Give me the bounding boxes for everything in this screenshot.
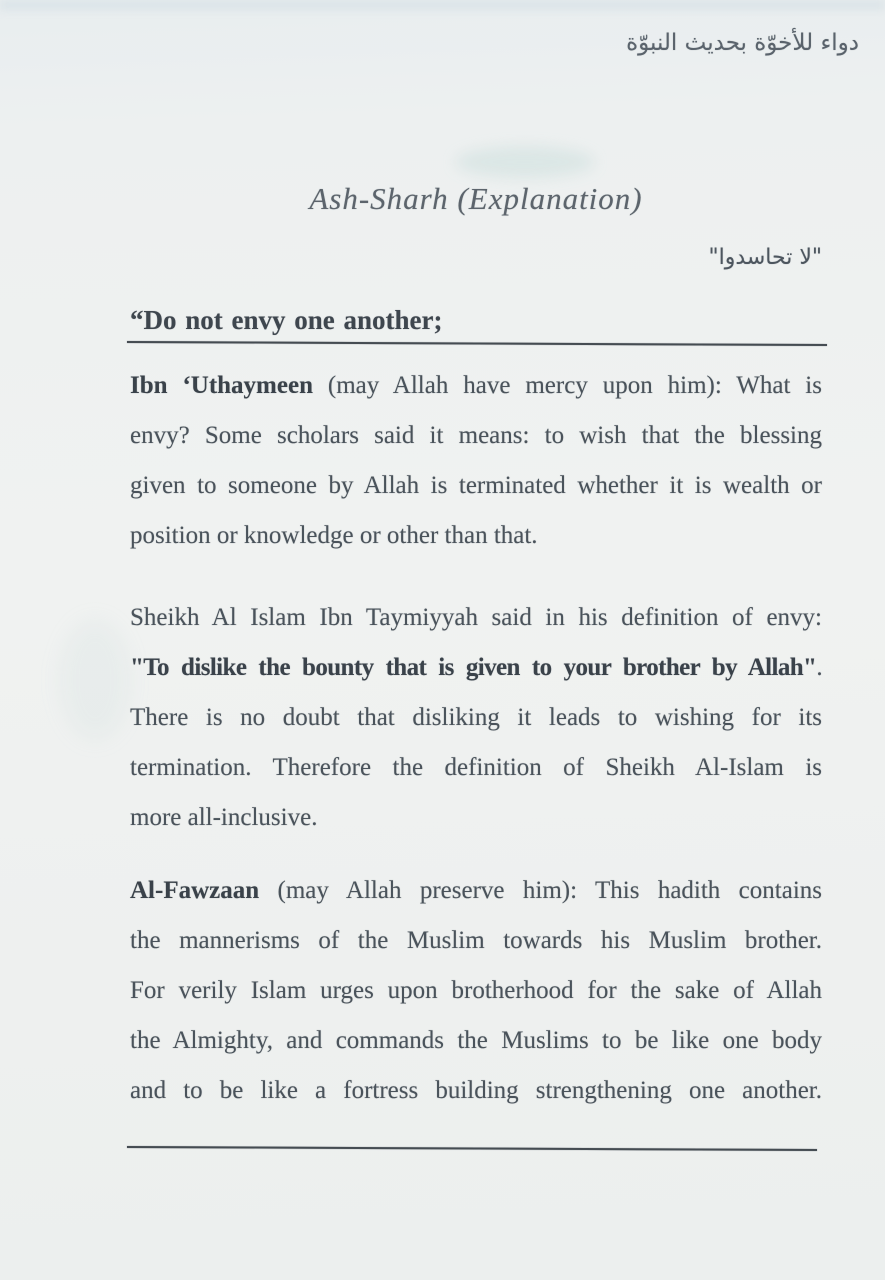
scholar-name-bold: Ibn ‘Uthaymeen	[130, 372, 313, 399]
text-line	[130, 361, 822, 411]
section-title: Ash-Sharh (Explanation)	[309, 181, 643, 216]
text-line: envy? Some scholars said it means: to wish that the blessing	[130, 422, 822, 449]
text-line	[130, 643, 822, 693]
text-line: Sheikh Al Islam Ibn Taymiyyah said in his definition of envy:	[130, 604, 822, 631]
text-line: the Almighty, and commands the Muslims to be like one body	[130, 1027, 822, 1054]
line-text: (may Allah have mercy upon him): What is	[312, 372, 822, 399]
paragraph-ibn-uthaymeen	[130, 361, 822, 561]
text-line: For verily Islam urges upon brotherhood for the sake of Allah	[130, 977, 822, 1004]
text-line	[130, 866, 822, 916]
scan-artifact-smudge-left	[60, 620, 130, 740]
text-line: given to someone by Allah is terminated whether it is wealth or	[130, 472, 822, 499]
line-text: .	[816, 654, 822, 681]
line-text: (may Allah preserve him): This hadith contains	[259, 877, 822, 904]
running-head-arabic: دواء للأخوّة بحديث النبوّة	[626, 30, 859, 56]
scholar-name-bold: Al-Fawzaan	[130, 877, 260, 904]
hadith-english-text: “Do not envy one another;	[130, 305, 443, 335]
text-line: the mannerisms of the Muslim towards his Muslim brother.	[130, 927, 822, 954]
text-line: termination. Therefore the definition of Sheikh Al-Islam is	[130, 754, 822, 781]
text-line: There is no doubt that disliking it leads to wishing for its	[130, 704, 822, 731]
text-line: position or knowledge or other than that.	[130, 522, 538, 549]
divider-rule-top	[127, 341, 827, 346]
hadith-arabic-text: "لا تحاسدوا"	[708, 245, 822, 270]
paragraph-ibn-taymiyyah	[130, 593, 822, 843]
taymiyyah-quote-bold: "To dislike the bounty that is given to your brother by Allah"	[130, 654, 817, 681]
paragraph-al-fawzaan	[130, 866, 822, 1116]
text-line: and to be like a fortress building strengthening one another.	[130, 1077, 822, 1104]
divider-rule-bottom	[127, 1146, 817, 1151]
page-content	[130, 0, 822, 1148]
text-line: more all-inclusive.	[130, 804, 318, 831]
